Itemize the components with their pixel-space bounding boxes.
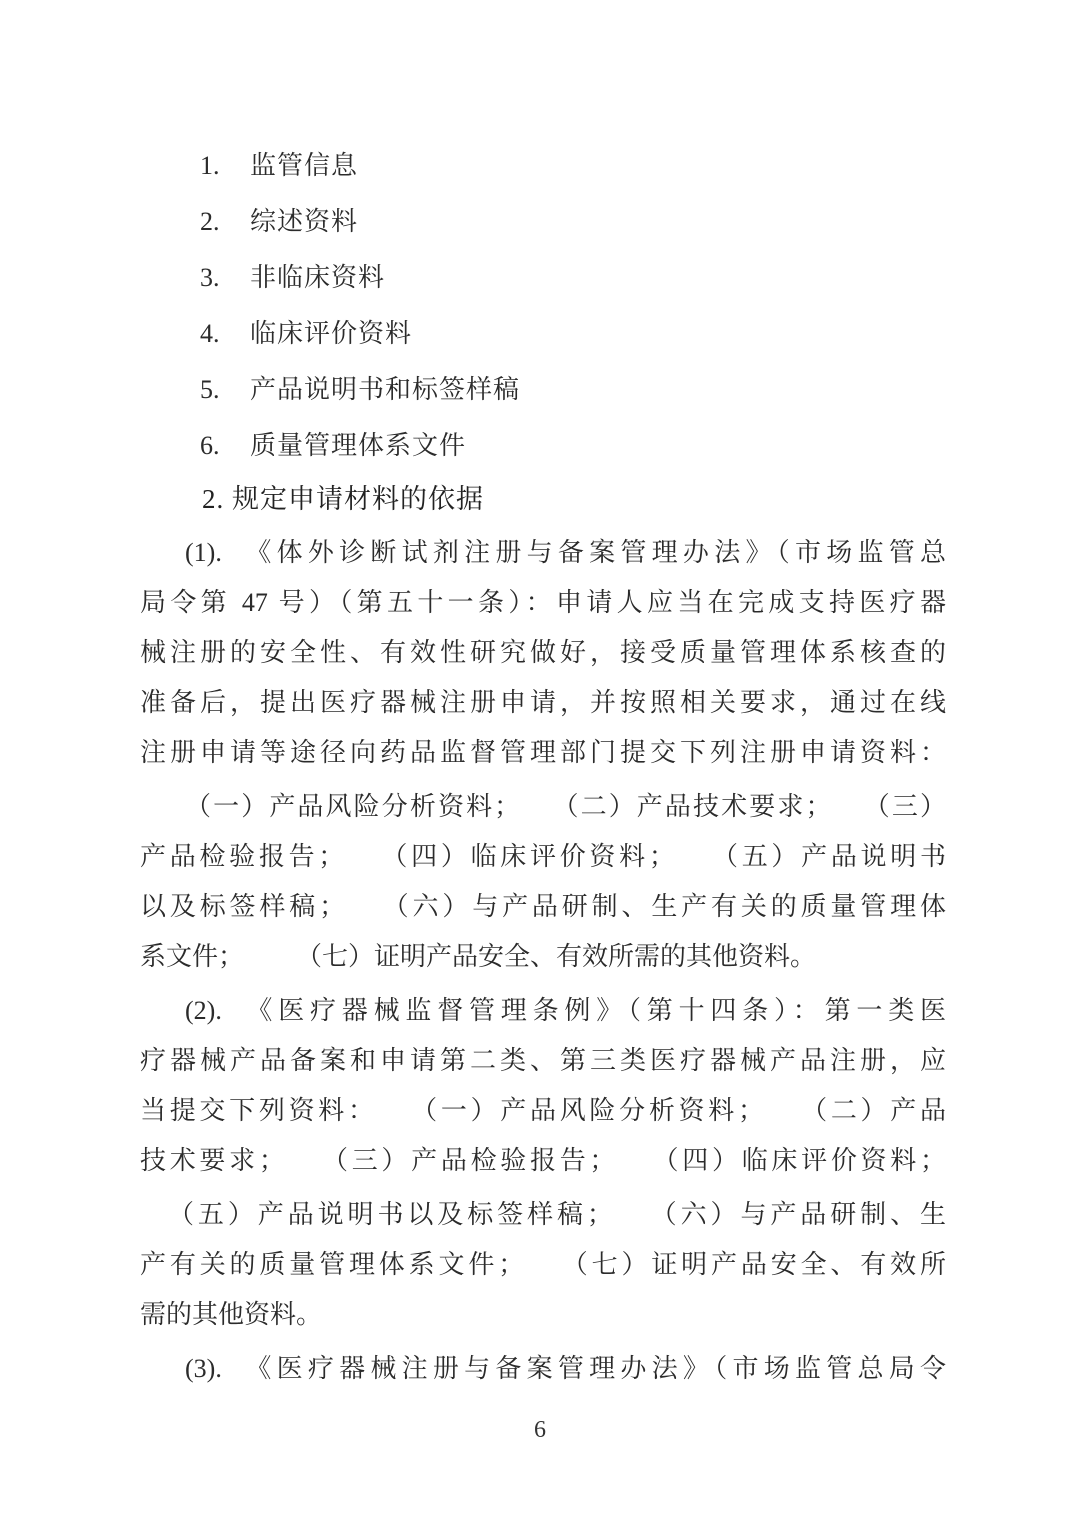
list-item-label: 产品说明书和标签样稿 (250, 375, 521, 404)
body-text (140, 528, 946, 1394)
list-item (140, 138, 946, 194)
list-item-number: 1. (200, 151, 220, 180)
text-line: （五）产品说明书以及标签样稿； （六）与产品研制、生 (168, 1200, 946, 1229)
list-item (140, 194, 946, 250)
list-item (140, 418, 946, 474)
text-line: 产有关的质量管理体系文件； （七）证明产品安全、有效所 (140, 1250, 946, 1279)
text-line: (3). 《医疗器械注册与备案管理办法》（市场监管总局令 (185, 1354, 946, 1383)
list-item (140, 306, 946, 362)
text-line: 需的其他资料。 (140, 1300, 323, 1329)
text-line: 械注册的安全性、有效性研究做好，接受质量管理体系核查的 (140, 638, 946, 667)
list-item-number: 4. (200, 319, 220, 348)
list-item-label: 临床评价资料 (250, 319, 413, 348)
list-item-label: 非临床资料 (250, 263, 386, 292)
text-line: 疗器械产品备案和申请第二类、第三类医疗器械产品注册，应 (140, 1046, 946, 1075)
list-item-label: 质量管理体系文件 (250, 431, 467, 460)
list-item-number: 5. (200, 375, 220, 404)
list-item-label: 监管信息 (250, 151, 359, 180)
list-item (140, 362, 946, 418)
text-line: 以及标签样稿； （六）与产品研制、生产有关的质量管理体 (140, 892, 946, 921)
text-line: 注册申请等途径向药品监督管理部门提交下列注册申请资料： (140, 738, 946, 767)
list-item-label: 综述资料 (250, 207, 359, 236)
list-item-number: 2. (200, 207, 220, 236)
text-line: (2). 《医疗器械监督管理条例》（第十四条）：第一类医 (185, 996, 946, 1025)
text-line: 系文件； （七）证明产品安全、有效所需的其他资料。 (140, 942, 817, 971)
text-line: 技术要求； （三）产品检验报告； （四）临床评价资料； (140, 1146, 946, 1175)
text-line: 准备后，提出医疗器械注册申请，并按照相关要求，通过在线 (140, 688, 946, 717)
text-line: (1). 《体外诊断试剂注册与备案管理办法》（市场监管总 (185, 538, 946, 567)
list-item (140, 250, 946, 306)
text-line: 局令第 47 号）（第五十一条）：申请人应当在完成支持医疗器 (140, 588, 946, 617)
page-number: 6 (534, 1417, 546, 1443)
paragraph (140, 986, 946, 1186)
list-item-number: 3. (200, 263, 220, 292)
paragraph (140, 782, 946, 982)
list-item-number: 6. (200, 431, 220, 460)
text-line: （一）产品风险分析资料； （二）产品技术要求； （三） (185, 792, 946, 821)
text-line: 产品检验报告； （四）临床评价资料； （五）产品说明书 (140, 842, 946, 871)
numbered-list (140, 0, 946, 474)
section-heading: 2. 规定申请材料的依据 (202, 484, 484, 514)
paragraph (140, 1344, 946, 1394)
paragraph (140, 528, 946, 778)
paragraph (140, 1190, 946, 1340)
content (140, 0, 946, 1394)
text-line: 当提交下列资料： （一）产品风险分析资料； （二）产品 (140, 1096, 946, 1125)
